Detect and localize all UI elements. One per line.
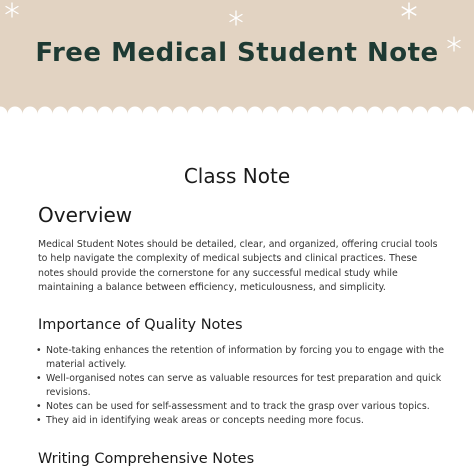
overview-heading: Overview [38,203,133,227]
list-item: • Well-organised notes can serve as valuable resources for test preparation and quick revisions. [36,372,446,400]
importance-list [36,344,446,429]
banner-title: Free Medical Student Note [35,38,439,68]
list-item: • They aid in identifying weak areas or concepts needing more focus. [36,414,446,428]
document-title: Class Note [183,164,291,188]
list-item: • Note-taking enhances the retention of information by forcing you to engage with the material actively. [36,344,446,372]
writing-heading: Writing Comprehensive Notes [38,451,255,467]
list-item: • Notes can be used for self-assessment and to track the grasp over various topics. [36,400,446,414]
importance-heading: Importance of Quality Notes [38,317,243,333]
overview-paragraph: Medical Student Notes should be detailed, clear, and organized, offering crucial tools to help navigate the complexity of medical subjects and clinical practices. These notes should provide the cornerstone for any successful medical study while maintaining a balance between efficiency, meticulousness, and simplicity. [38,239,438,294]
